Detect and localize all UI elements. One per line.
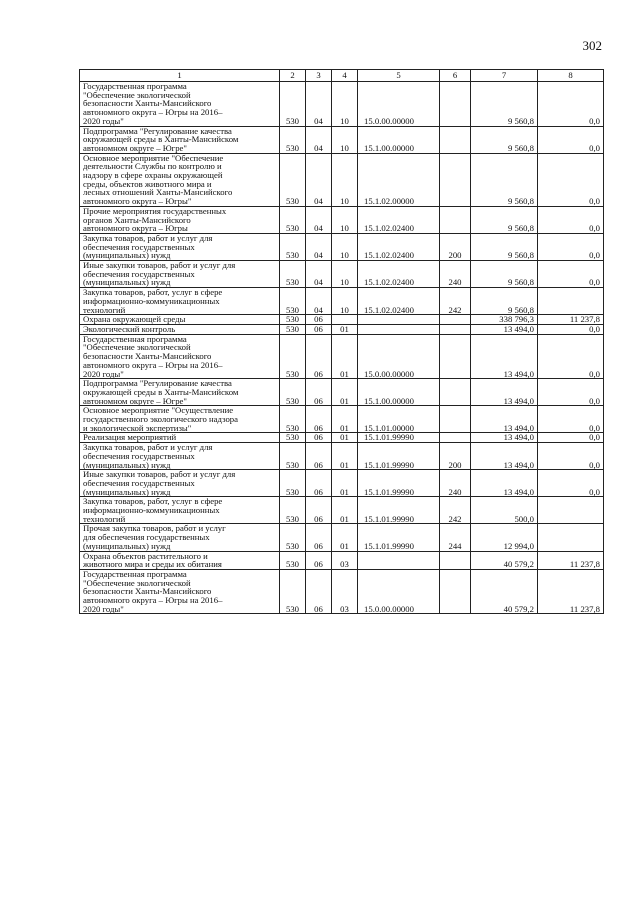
ministry-code-cell: 530	[280, 569, 306, 614]
federal-amount-cell: 11 237,8	[538, 569, 604, 614]
item-name-line: государственного экологического надзора	[83, 414, 238, 425]
target-article-cell: 15.0.00.00000	[358, 82, 440, 127]
item-name-line: обеспечения государственных	[83, 241, 195, 252]
amount-cell: 13 494,0	[471, 433, 538, 443]
item-name-cell	[80, 433, 280, 443]
amount-cell: 500,0	[471, 497, 538, 524]
table-row	[80, 126, 604, 153]
section-code-cell: 06	[306, 315, 332, 325]
item-name-line: безопасности Ханты-Мансийского	[83, 351, 212, 362]
section-code-cell: 04	[306, 233, 332, 260]
target-article-cell: 15.1.01.99990	[358, 497, 440, 524]
expense-type-cell: 242	[440, 497, 471, 524]
expense-type-cell	[440, 433, 471, 443]
federal-amount-cell: 0,0	[538, 379, 604, 406]
target-article-cell: 15.1.00.00000	[358, 379, 440, 406]
item-name-line: автономного округа – Югры на 2016–	[83, 359, 223, 370]
item-name-line: Охрана окружающей среды	[83, 314, 186, 325]
section-code-cell: 06	[306, 470, 332, 497]
federal-amount-cell: 0,0	[538, 443, 604, 470]
item-name-cell	[80, 379, 280, 406]
target-article-cell: 15.1.02.02400	[358, 288, 440, 315]
column-header: 6	[440, 70, 471, 82]
expense-type-cell	[440, 315, 471, 325]
section-code-cell: 06	[306, 406, 332, 433]
item-name-line: информационно-коммуникационных	[83, 295, 220, 306]
item-name-cell	[80, 126, 280, 153]
federal-amount-cell	[538, 524, 604, 551]
item-name-line: 2020 годы"	[83, 603, 124, 614]
column-header: 5	[358, 70, 440, 82]
subsection-code-cell: 03	[332, 551, 358, 569]
amount-cell: 9 560,8	[471, 206, 538, 233]
federal-amount-cell: 0,0	[538, 433, 604, 443]
section-code-cell: 06	[306, 324, 332, 334]
column-header: 4	[332, 70, 358, 82]
item-name-line: для обеспечения государственных	[83, 532, 210, 543]
target-article-cell: 15.1.01.99990	[358, 443, 440, 470]
subsection-code-cell: 10	[332, 206, 358, 233]
federal-amount-cell: 0,0	[538, 126, 604, 153]
item-name-cell	[80, 551, 280, 569]
table-row	[80, 233, 604, 260]
ministry-code-cell: 530	[280, 82, 306, 127]
target-article-cell	[358, 324, 440, 334]
item-name-line: Государственная программа	[83, 81, 187, 91]
item-name-line: автономного округа – Югры	[83, 223, 188, 234]
amount-cell: 9 560,8	[471, 126, 538, 153]
item-name-line: (муниципальных) нужд	[83, 277, 171, 288]
expense-type-cell: 242	[440, 288, 471, 315]
item-name-line: (муниципальных) нужд	[83, 250, 171, 261]
section-code-cell: 04	[306, 126, 332, 153]
federal-amount-cell: 0,0	[538, 206, 604, 233]
ministry-code-cell: 530	[280, 324, 306, 334]
section-code-cell: 04	[306, 288, 332, 315]
table-row	[80, 206, 604, 233]
item-name-line: Подпрограмма "Регулирование качества	[83, 378, 232, 389]
ministry-code-cell: 530	[280, 126, 306, 153]
item-name-cell	[80, 288, 280, 315]
item-name-line: технологий	[83, 304, 126, 315]
federal-amount-cell: 0,0	[538, 324, 604, 334]
table-row	[80, 334, 604, 379]
subsection-code-cell: 01	[332, 497, 358, 524]
item-name-cell	[80, 233, 280, 260]
item-name-line: Охрана объектов растительного и	[83, 551, 208, 561]
section-code-cell: 06	[306, 497, 332, 524]
item-name-line: 2020 годы"	[83, 368, 124, 379]
item-name-line: технологий	[83, 513, 126, 524]
item-name-cell	[80, 261, 280, 288]
item-name-line: Иные закупки товаров, работ и услуг для	[83, 260, 236, 271]
subsection-code-cell: 01	[332, 524, 358, 551]
ministry-code-cell: 530	[280, 288, 306, 315]
item-name-line: деятельности Службы по контролю и	[83, 161, 222, 172]
item-name-line: Экологический контроль	[83, 324, 176, 334]
expense-type-cell	[440, 153, 471, 206]
item-name-line: автономном округе – Югре"	[83, 142, 187, 153]
item-name-line: Основное мероприятие "Обеспечение	[83, 153, 224, 163]
federal-amount-cell: 0,0	[538, 334, 604, 379]
item-name-line: Иные закупки товаров, работ и услуг для	[83, 469, 236, 480]
amount-cell: 13 494,0	[471, 470, 538, 497]
ministry-code-cell: 530	[280, 443, 306, 470]
target-article-cell: 15.1.01.00000	[358, 406, 440, 433]
item-name-line: автономного округа – Югры на 2016–	[83, 595, 223, 606]
item-name-line: (муниципальных) нужд	[83, 459, 171, 470]
item-name-cell	[80, 324, 280, 334]
item-name-line: среды, объектов животного мира и	[83, 178, 212, 189]
table-row	[80, 470, 604, 497]
amount-cell: 13 494,0	[471, 324, 538, 334]
ministry-code-cell: 530	[280, 261, 306, 288]
ministry-code-cell: 530	[280, 470, 306, 497]
subsection-code-cell	[332, 315, 358, 325]
ministry-code-cell: 530	[280, 433, 306, 443]
item-name-line: безопасности Ханты-Мансийского	[83, 98, 212, 109]
column-header: 7	[471, 70, 538, 82]
item-name-line: надзору в сфере охраны окружающей	[83, 170, 223, 181]
section-code-cell: 06	[306, 334, 332, 379]
target-article-cell: 15.0.00.00000	[358, 569, 440, 614]
subsection-code-cell: 10	[332, 82, 358, 127]
item-name-line: органов Ханты-Мансийского	[83, 214, 191, 225]
federal-amount-cell: 0,0	[538, 261, 604, 288]
item-name-cell	[80, 524, 280, 551]
ministry-code-cell: 530	[280, 379, 306, 406]
section-code-cell: 06	[306, 379, 332, 406]
item-name-line: автономном округе – Югре"	[83, 395, 187, 406]
item-name-line: Прочие мероприятия государственных	[83, 206, 227, 216]
target-article-cell: 15.1.02.02400	[358, 261, 440, 288]
item-name-line: обеспечения государственных	[83, 450, 195, 461]
federal-amount-cell: 0,0	[538, 233, 604, 260]
item-name-line: (муниципальных) нужд	[83, 486, 171, 497]
amount-cell: 13 494,0	[471, 379, 538, 406]
item-name-line: 2020 годы"	[83, 115, 124, 126]
item-name-line: (муниципальных) нужд	[83, 540, 171, 551]
table-row	[80, 551, 604, 569]
ministry-code-cell: 530	[280, 406, 306, 433]
table-row	[80, 153, 604, 206]
federal-amount-cell: 0,0	[538, 406, 604, 433]
amount-cell: 13 494,0	[471, 443, 538, 470]
ministry-code-cell: 530	[280, 233, 306, 260]
subsection-code-cell: 10	[332, 288, 358, 315]
subsection-code-cell: 01	[332, 433, 358, 443]
page-number: 302	[582, 38, 602, 53]
expense-type-cell	[440, 324, 471, 334]
column-number-row	[80, 70, 604, 82]
subsection-code-cell: 03	[332, 569, 358, 614]
item-name-line: обеспечения государственных	[83, 477, 195, 488]
budget-table	[79, 69, 604, 614]
expense-type-cell: 240	[440, 261, 471, 288]
item-name-line: Закупка товаров, работ, услуг в сфере	[83, 287, 223, 298]
item-name-cell	[80, 315, 280, 325]
item-name-cell	[80, 443, 280, 470]
table-row	[80, 261, 604, 288]
item-name-line: окружающей среды в Ханты-Мансийском	[83, 134, 239, 145]
section-code-cell: 04	[306, 82, 332, 127]
item-name-line: животного мира и среды их обитания	[83, 559, 222, 570]
expense-type-cell	[440, 126, 471, 153]
federal-amount-cell: 0,0	[538, 153, 604, 206]
expense-type-cell	[440, 206, 471, 233]
item-name-line: Подпрограмма "Регулирование качества	[83, 126, 232, 136]
section-code-cell: 06	[306, 551, 332, 569]
ministry-code-cell: 530	[280, 524, 306, 551]
ministry-code-cell: 530	[280, 334, 306, 379]
item-name-line: лесных отношений Ханты-Мансийского	[83, 187, 233, 198]
table-row	[80, 288, 604, 315]
federal-amount-cell	[538, 497, 604, 524]
subsection-code-cell: 10	[332, 153, 358, 206]
amount-cell: 40 579,2	[471, 551, 538, 569]
item-name-line: и экологической экспертизы"	[83, 422, 192, 433]
target-article-cell	[358, 551, 440, 569]
item-name-cell	[80, 206, 280, 233]
federal-amount-cell: 11 237,8	[538, 315, 604, 325]
section-code-cell: 06	[306, 443, 332, 470]
table-row	[80, 433, 604, 443]
expense-type-cell	[440, 551, 471, 569]
amount-cell: 9 560,8	[471, 288, 538, 315]
item-name-line: "Обеспечение экологической	[83, 342, 191, 353]
section-code-cell: 06	[306, 569, 332, 614]
target-article-cell: 15.1.01.99990	[358, 433, 440, 443]
expense-type-cell	[440, 82, 471, 127]
table-row	[80, 443, 604, 470]
target-article-cell: 15.1.02.02400	[358, 233, 440, 260]
amount-cell: 13 494,0	[471, 334, 538, 379]
table-row	[80, 569, 604, 614]
subsection-code-cell: 10	[332, 126, 358, 153]
column-header: 3	[306, 70, 332, 82]
amount-cell: 12 994,0	[471, 524, 538, 551]
subsection-code-cell: 01	[332, 379, 358, 406]
amount-cell: 9 560,8	[471, 153, 538, 206]
column-header: 8	[538, 70, 604, 82]
expense-type-cell	[440, 406, 471, 433]
item-name-line: Закупка товаров, работ, услуг в сфере	[83, 496, 223, 507]
ministry-code-cell: 530	[280, 497, 306, 524]
target-article-cell: 15.1.01.99990	[358, 524, 440, 551]
section-code-cell: 04	[306, 261, 332, 288]
subsection-code-cell: 10	[332, 233, 358, 260]
item-name-line: Реализация мероприятий	[83, 432, 177, 443]
table-row	[80, 379, 604, 406]
subsection-code-cell: 01	[332, 334, 358, 379]
target-article-cell: 15.1.02.00000	[358, 153, 440, 206]
table-row	[80, 524, 604, 551]
ministry-code-cell: 530	[280, 206, 306, 233]
ministry-code-cell: 530	[280, 551, 306, 569]
subsection-code-cell: 01	[332, 470, 358, 497]
item-name-cell	[80, 497, 280, 524]
item-name-cell	[80, 82, 280, 127]
item-name-cell	[80, 406, 280, 433]
federal-amount-cell: 11 237,8	[538, 551, 604, 569]
item-name-line: безопасности Ханты-Мансийского	[83, 586, 212, 597]
column-header: 1	[80, 70, 280, 82]
item-name-line: Основное мероприятие "Осуществление	[83, 405, 234, 416]
column-header: 2	[280, 70, 306, 82]
subsection-code-cell: 01	[332, 324, 358, 334]
expense-type-cell: 200	[440, 233, 471, 260]
expense-type-cell: 244	[440, 524, 471, 551]
item-name-line: Государственная программа	[83, 334, 187, 344]
amount-cell: 338 796,3	[471, 315, 538, 325]
amount-cell: 13 494,0	[471, 406, 538, 433]
target-article-cell: 15.1.01.99990	[358, 470, 440, 497]
item-name-line: Государственная программа	[83, 569, 187, 579]
item-name-line: обеспечения государственных	[83, 268, 195, 279]
item-name-line: Закупка товаров, работ и услуг для	[83, 442, 213, 453]
item-name-line: "Обеспечение экологической	[83, 577, 191, 588]
expense-type-cell	[440, 569, 471, 614]
item-name-line: "Обеспечение экологической	[83, 89, 191, 100]
item-name-line: информационно-коммуникационных	[83, 505, 220, 516]
amount-cell: 9 560,8	[471, 261, 538, 288]
item-name-line: окружающей среды в Ханты-Мансийском	[83, 386, 239, 397]
subsection-code-cell: 01	[332, 443, 358, 470]
table-row	[80, 406, 604, 433]
item-name-cell	[80, 470, 280, 497]
federal-amount-cell	[538, 288, 604, 315]
item-name-line: Прочая закупка товаров, работ и услуг	[83, 523, 226, 534]
amount-cell: 9 560,8	[471, 233, 538, 260]
federal-amount-cell: 0,0	[538, 470, 604, 497]
section-code-cell: 04	[306, 206, 332, 233]
section-code-cell: 06	[306, 433, 332, 443]
ministry-code-cell: 530	[280, 315, 306, 325]
target-article-cell: 15.0.00.00000	[358, 334, 440, 379]
section-code-cell: 06	[306, 524, 332, 551]
section-code-cell: 04	[306, 153, 332, 206]
ministry-code-cell: 530	[280, 153, 306, 206]
target-article-cell: 15.1.00.00000	[358, 126, 440, 153]
expense-type-cell	[440, 334, 471, 379]
table-row	[80, 315, 604, 325]
item-name-cell	[80, 334, 280, 379]
item-name-line: Закупка товаров, работ и услуг для	[83, 233, 213, 243]
item-name-line: автономного округа – Югры"	[83, 196, 192, 207]
subsection-code-cell: 10	[332, 261, 358, 288]
table-row	[80, 324, 604, 334]
table-row	[80, 82, 604, 127]
item-name-cell	[80, 569, 280, 614]
expense-type-cell: 240	[440, 470, 471, 497]
target-article-cell: 15.1.02.02400	[358, 206, 440, 233]
item-name-cell	[80, 153, 280, 206]
expense-type-cell	[440, 379, 471, 406]
amount-cell: 9 560,8	[471, 82, 538, 127]
subsection-code-cell: 01	[332, 406, 358, 433]
item-name-line: автономного округа – Югры на 2016–	[83, 107, 223, 118]
federal-amount-cell: 0,0	[538, 82, 604, 127]
expense-type-cell: 200	[440, 443, 471, 470]
table-row	[80, 497, 604, 524]
target-article-cell	[358, 315, 440, 325]
amount-cell: 40 579,2	[471, 569, 538, 614]
